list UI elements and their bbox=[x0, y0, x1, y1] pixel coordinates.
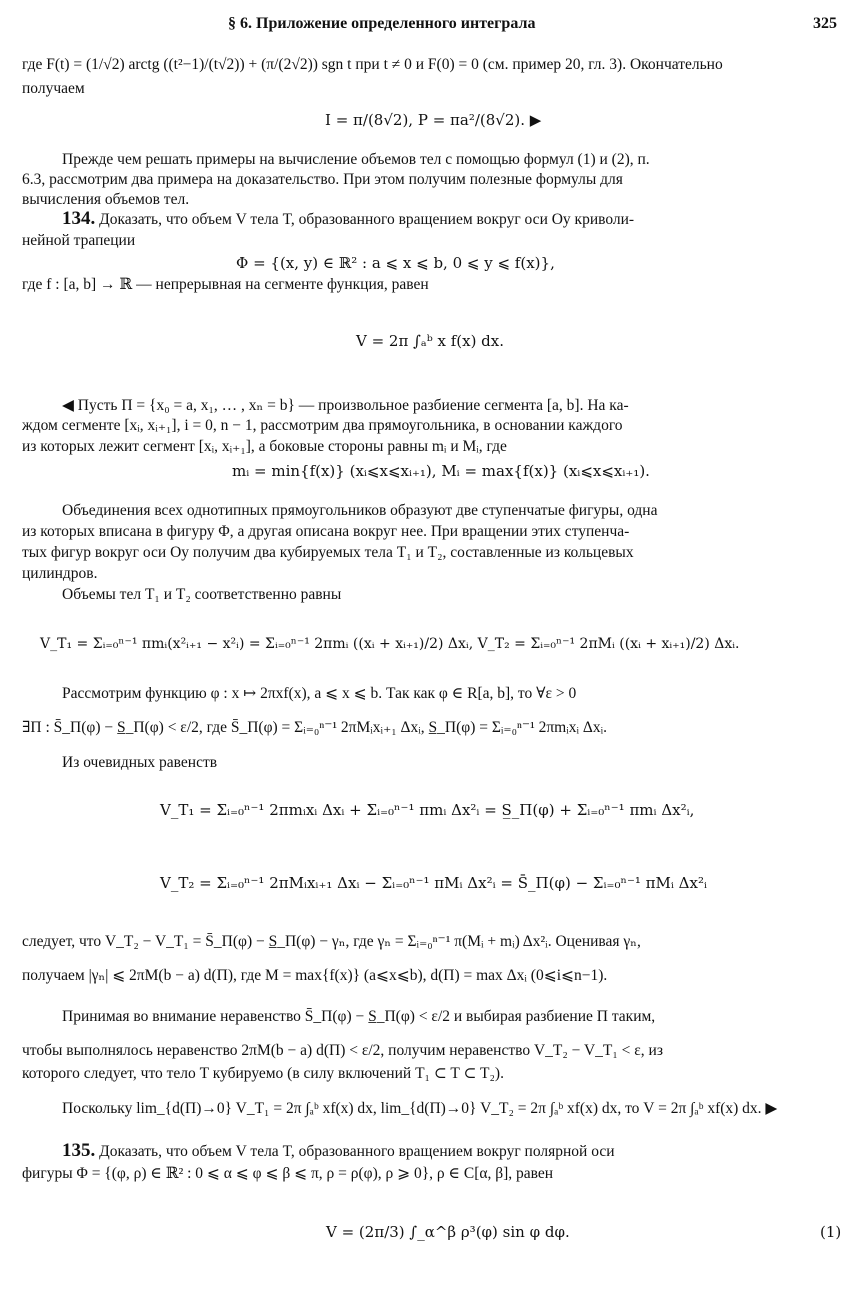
text-line: вычисления объемов тел. bbox=[22, 191, 190, 208]
text-line: нейной трапеции bbox=[22, 232, 136, 249]
text-line: Поскольку lim_{d(Π)→0} V_T₁ = 2π ∫ₐᵇ xf(x) dx, lim_{d(Π)→0} V_T₂ = 2π ∫ₐᵇ xf(x) dx, то V = 2π ∫ₐᵇ xf(x) dx. ▶ bbox=[62, 1100, 778, 1117]
problem-135-heading bbox=[62, 1141, 615, 1162]
equation-number: (1) bbox=[820, 1223, 842, 1241]
text-line: фигуры Φ = {(φ, ρ) ∈ ℝ² : 0 ⩽ α ⩽ φ ⩽ β ⩽ π, ρ = ρ(φ), ρ ⩾ 0}, ρ ∈ C[α, β], равен bbox=[22, 1165, 554, 1182]
formula: V = 2π ∫ₐᵇ x f(x) dx. bbox=[356, 332, 505, 350]
text-line: ∃Π : S̄_Π(φ) − S̲_Π(φ) < ε/2, где S̄_Π(φ) = Σᵢ₌₀ⁿ⁻¹ 2πMᵢxᵢ₊₁ Δxᵢ, S̲_Π(φ) = Σᵢ₌₀ⁿ⁻¹ 2πmᵢxᵢ Δxᵢ. bbox=[22, 719, 608, 736]
text-line: цилиндров. bbox=[22, 565, 98, 582]
formula: Φ = {(x, y) ∈ ℝ² : a ⩽ x ⩽ b, 0 ⩽ y ⩽ f(x)}, bbox=[236, 254, 555, 272]
text-line: где f : [a, b] → ℝ — непрерывная на сегменте функция, равен bbox=[22, 276, 429, 293]
text-line: Из очевидных равенств bbox=[62, 754, 218, 771]
text-line: Объемы тел T₁ и T₂ соответственно равны bbox=[62, 586, 342, 603]
text-line: Принимая во внимание неравенство S̄_Π(φ) − S̲_Π(φ) < ε/2 и выбирая разбиение Π таким, bbox=[62, 1008, 656, 1025]
problem-number: 135. bbox=[62, 1140, 96, 1161]
text-line: которого следует, что тело T кубируемо (в силу включений T₁ ⊂ T ⊂ T₂). bbox=[22, 1065, 504, 1082]
formula: V_T₂ = Σᵢ₌₀ⁿ⁻¹ 2πMᵢxᵢ₊₁ Δxᵢ − Σᵢ₌₀ⁿ⁻¹ πMᵢ Δx²ᵢ = S̄_Π(φ) − Σᵢ₌₀ⁿ⁻¹ πMᵢ Δx²ᵢ bbox=[160, 874, 707, 892]
text-line: чтобы выполнялось неравенство 2πM(b − a) d(Π) < ε/2, получим неравенство V_T₂ − V_T₁ < ε, из bbox=[22, 1042, 663, 1059]
formula: V = (2π/3) ∫_α^β ρ³(φ) sin φ dφ. bbox=[326, 1223, 570, 1241]
text-line: Прежде чем решать примеры на вычисление объемов тел с помощью формул (1) и (2), п. bbox=[62, 151, 650, 168]
text-line: из которых лежит сегмент [xᵢ, xᵢ₊₁], а боковые стороны равны mᵢ и Mᵢ, где bbox=[22, 438, 507, 455]
text-line: из которых вписана в фигуру Φ, а другая описана вокруг нее. При вращении этих ступенча- bbox=[22, 523, 630, 540]
text-line: тых фигур вокруг оси Oy получим два кубируемых тела T₁ и T₂, составленные из кольцевых bbox=[22, 544, 634, 561]
text-line: ждом сегменте [xᵢ, xᵢ₊₁], i = 0, n − 1, рассмотрим два прямоугольника, в основании каждого bbox=[22, 417, 623, 434]
formula: V_T₁ = Σᵢ₌₀ⁿ⁻¹ 2πmᵢxᵢ Δxᵢ + Σᵢ₌₀ⁿ⁻¹ πmᵢ Δx²ᵢ = S̲_Π(φ) + Σᵢ₌₀ⁿ⁻¹ πmᵢ Δx²ᵢ, bbox=[160, 801, 695, 819]
text-line: Объединения всех однотипных прямоугольников образуют две ступенчатые фигуры, одна bbox=[62, 502, 658, 519]
text-line: получаем bbox=[22, 80, 85, 97]
text-line: ◀ Пусть Π = {x₀ = a, x₁, … , xₙ = b} — произвольное разбиение сегмента [a, b]. На ка- bbox=[62, 397, 629, 414]
page-number: 325 bbox=[813, 15, 837, 32]
formula: mᵢ = min{f(x)} (xᵢ⩽x⩽xᵢ₊₁), Mᵢ = max{f(x)} (xᵢ⩽x⩽xᵢ₊₁). bbox=[232, 462, 650, 480]
problem-134-heading bbox=[62, 209, 634, 230]
text-line: Доказать, что объем V тела T, образованного вращением вокруг оси Oy криволи- bbox=[99, 211, 635, 228]
text-line: где F(t) = (1/√2) arctg ((t²−1)/(t√2)) + (π/(2√2)) sgn t при t ≠ 0 и F(0) = 0 (см. пример 20, гл. 3). Окончательно bbox=[22, 56, 723, 73]
running-header: § 6. Приложение определенного интеграла bbox=[228, 15, 536, 32]
text-line: Рассмотрим функцию φ : x ↦ 2πxf(x), a ⩽ x ⩽ b. Так как φ ∈ R[a, b], то ∀ε > 0 bbox=[62, 685, 577, 702]
text-line: Доказать, что объем V тела T, образованного вращением вокруг полярной оси bbox=[99, 1143, 615, 1160]
problem-number: 134. bbox=[62, 208, 96, 229]
formula: V_T₁ = Σᵢ₌₀ⁿ⁻¹ πmᵢ(x²ᵢ₊₁ − x²ᵢ) = Σᵢ₌₀ⁿ⁻¹ 2πmᵢ ((xᵢ + xᵢ₊₁)/2) Δxᵢ, V_T₂ = Σᵢ₌₀ⁿ⁻¹ 2πMᵢ ((xᵢ + xᵢ₊₁)/2) Δxᵢ. bbox=[40, 636, 740, 652]
text-line: следует, что V_T₂ − V_T₁ = S̄_Π(φ) − S̲_Π(φ) − γₙ, где γₙ = Σᵢ₌₀ⁿ⁻¹ π(Mᵢ + mᵢ) Δx²ᵢ. Оценивая γₙ, bbox=[22, 933, 641, 950]
text-line: получаем |γₙ| ⩽ 2πM(b − a) d(Π), где M = max{f(x)} (a⩽x⩽b), d(Π) = max Δxᵢ (0⩽i⩽n−1). bbox=[22, 967, 608, 984]
text-line: 6.3, рассмотрим два примера на доказательство. При этом получим полезные формулы для bbox=[22, 171, 623, 188]
formula: I = π/(8√2), P = πa²/(8√2). ▶ bbox=[325, 111, 542, 129]
